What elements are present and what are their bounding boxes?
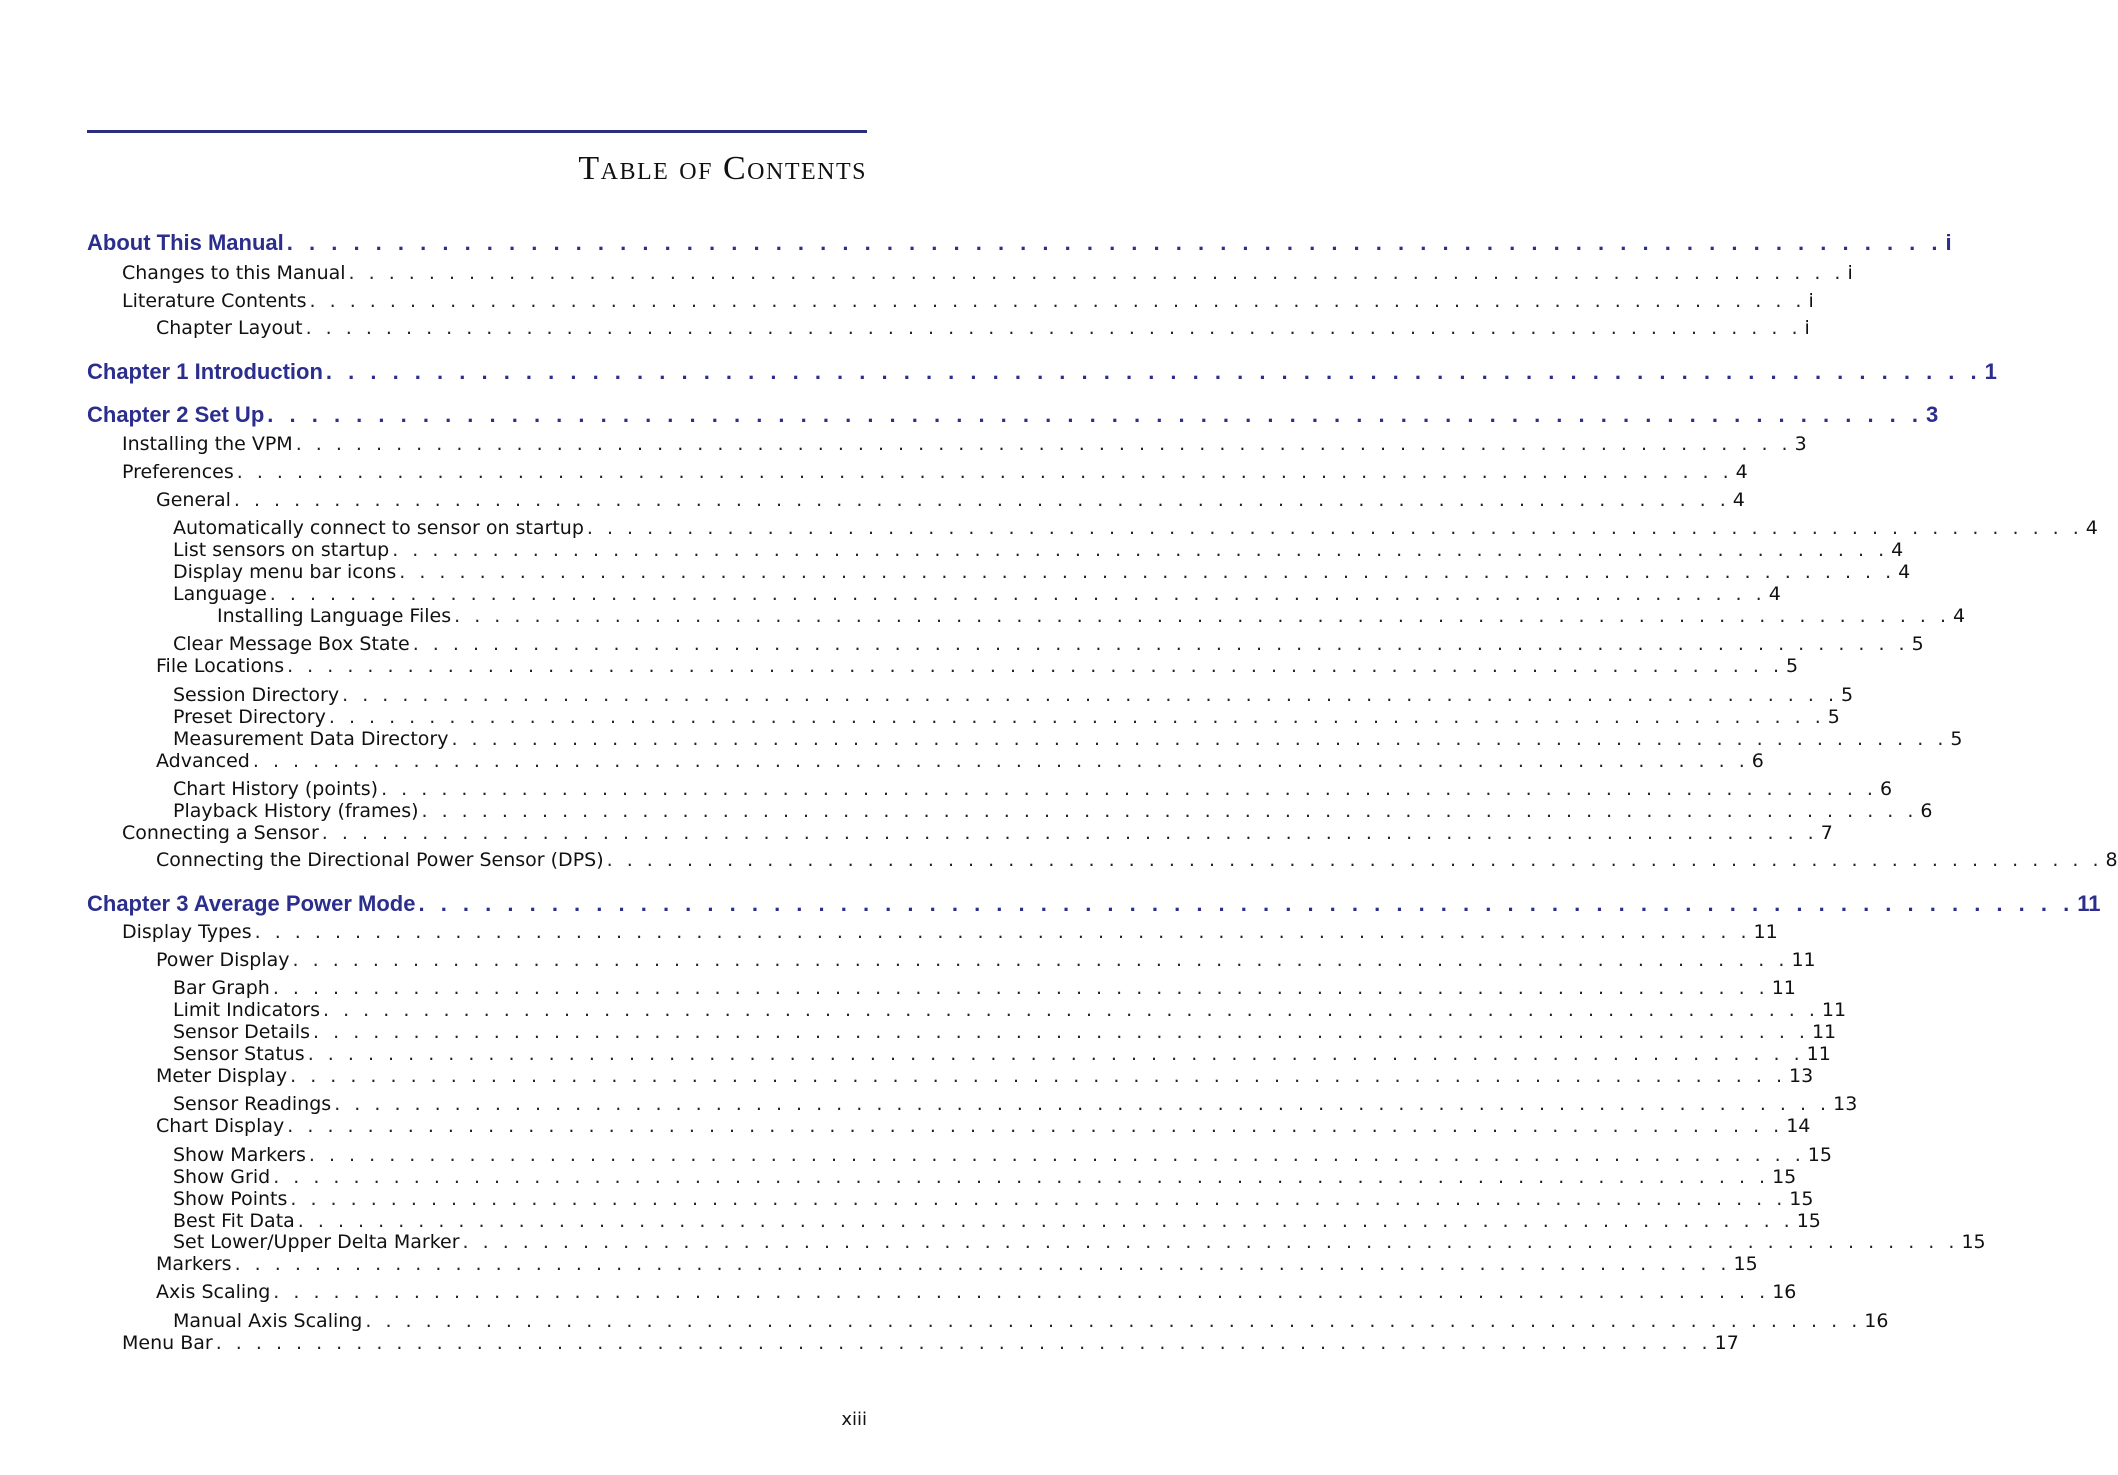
toc-entry[interactable] <box>156 655 1799 677</box>
dot-leader: . . . . . . . . . . . . . . . . . . . . . . . . . . . . . . . . . . . . . . . . . . . . . . . . . . . . . . . . . . . . . . . . . . . . . . . . . . . <box>418 891 2075 916</box>
toc-entry-title: Literature Contents <box>122 290 307 312</box>
toc-entry-title: General <box>156 489 231 511</box>
toc-page-number: 5 <box>1827 706 1840 728</box>
toc-entry[interactable] <box>122 262 1853 284</box>
toc-page-number: 13 <box>1789 1065 1814 1087</box>
dot-leader: . . . . . . . . . . . . . . . . . . . . . . . . . . . . . . . . . . . . . . . . . . . . . . . . . . . . . . . . . . . . . . . . . . . . . . . . . . . <box>586 517 2083 539</box>
toc-entry-title: Markers <box>156 1253 232 1275</box>
toc-page-number: 8 <box>2105 849 2118 871</box>
toc-page-number: 6 <box>1879 778 1893 800</box>
toc-entry[interactable] <box>173 583 1781 605</box>
toc-entry[interactable] <box>173 517 2098 539</box>
dot-leader: . . . . . . . . . . . . . . . . . . . . . . . . . . . . . . . . . . . . . . . . . . . . . . . . . . . . . . . . . . . . . . . . . . . . . . . . . . . <box>305 317 1802 339</box>
toc-entry-title: Advanced <box>156 750 250 772</box>
toc-entry[interactable] <box>122 822 1833 844</box>
page-title: Table of Contents <box>578 150 867 187</box>
toc-page-number: 5 <box>1950 728 1963 750</box>
toc-entry[interactable] <box>156 317 1810 339</box>
toc-entry-title: Preset Directory <box>173 706 326 728</box>
toc-entry-title: Set Lower/Upper Delta Marker <box>173 1231 460 1253</box>
toc-entry-title: Installing Language Files <box>217 605 452 627</box>
toc-entry[interactable] <box>173 1093 1858 1115</box>
dot-leader: . . . . . . . . . . . . . . . . . . . . . . . . . . . . . . . . . . . . . . . . . . . . . . . . . . . . . . . . . . . . . . . . . . . . . . . . . . . <box>286 230 1943 255</box>
toc-entry[interactable] <box>173 1210 1821 1232</box>
dot-leader: . . . . . . . . . . . . . . . . . . . . . . . . . . . . . . . . . . . . . . . . . . . . . . . . . . . . . . . . . . . . . . . . . . . . . . . . . . . <box>342 684 1839 706</box>
dot-leader: . . . . . . . . . . . . . . . . . . . . . . . . . . . . . . . . . . . . . . . . . . . . . . . . . . . . . . . . . . . . . . . . . . . . . . . . . . . <box>334 1093 1831 1115</box>
dot-leader: . . . . . . . . . . . . . . . . . . . . . . . . . . . . . . . . . . . . . . . . . . . . . . . . . . . . . . . . . . . . . . . . . . . . . . . . . . . <box>252 750 1749 772</box>
toc-entry-title: Chapter 1 Introduction <box>87 359 323 384</box>
dot-leader: . . . . . . . . . . . . . . . . . . . . . . . . . . . . . . . . . . . . . . . . . . . . . . . . . . . . . . . . . . . . . . . . . . . . . . . . . . . <box>381 778 1877 800</box>
toc-page-number: 15 <box>1772 1166 1797 1188</box>
toc-entry-title: Bar Graph <box>173 977 270 999</box>
toc-page-number: 1 <box>1984 359 1997 384</box>
toc-entry[interactable] <box>173 561 1911 583</box>
toc-entry-title: Chart History (points) <box>173 778 379 800</box>
toc-page-number: 11 <box>1821 999 1847 1021</box>
toc-entry[interactable] <box>173 977 1796 999</box>
toc-entry-title: Clear Message Box State <box>173 633 410 655</box>
dot-leader: . . . . . . . . . . . . . . . . . . . . . . . . . . . . . . . . . . . . . . . . . . . . . . . . . . . . . . . . . . . . . . . . . . . . . . . . . . . <box>348 262 1845 284</box>
toc-entry-title: Playback History (frames) <box>173 800 419 822</box>
toc-entry-title: Preferences <box>122 461 234 483</box>
toc-entry[interactable] <box>173 1231 1986 1253</box>
toc-entry[interactable] <box>173 539 1904 561</box>
dot-leader: . . . . . . . . . . . . . . . . . . . . . . . . . . . . . . . . . . . . . . . . . . . . . . . . . . . . . . . . . . . . . . . . . . . . . . . . . . . <box>321 822 1818 844</box>
toc-entry-title: Installing the VPM <box>122 433 293 455</box>
toc-page-number: 11 <box>1806 1043 1831 1065</box>
toc-entry-title: Axis Scaling <box>156 1281 271 1303</box>
toc-page-number: 11 <box>2077 891 2101 916</box>
toc-page-number: 6 <box>1751 750 1764 772</box>
toc-entry[interactable] <box>156 489 1745 511</box>
dot-leader: . . . . . . . . . . . . . . . . . . . . . . . . . . . . . . . . . . . . . . . . . . . . . . . . . . . . . . . . . . . . . . . . . . . . . . . . . . . <box>234 1253 1731 1275</box>
toc-page-number: 4 <box>1898 561 1911 583</box>
toc-entry[interactable] <box>217 605 1966 627</box>
toc-entry-title: Power Display <box>156 949 290 971</box>
toc-page-number: i <box>1808 290 1814 312</box>
toc-page-number: 15 <box>1789 1188 1814 1210</box>
toc-entry-title: Show Points <box>173 1188 288 1210</box>
toc-page-number: 4 <box>1953 605 1966 627</box>
toc-entry[interactable] <box>173 778 1893 800</box>
toc-entry-title: Display menu bar icons <box>173 561 397 583</box>
dot-leader: . . . . . . . . . . . . . . . . . . . . . . . . . . . . . . . . . . . . . . . . . . . . . . . . . . . . . . . . . . . . . . . . . . . . . . . . . . . <box>292 949 1789 971</box>
toc-chapter-entry[interactable] <box>87 891 2101 916</box>
toc-entry-title: Menu Bar <box>122 1332 213 1354</box>
dot-leader: . . . . . . . . . . . . . . . . . . . . . . . . . . . . . . . . . . . . . . . . . . . . . . . . . . . . . . . . . . . . . . . . . . . . . . . . . . . <box>308 1144 1805 1166</box>
toc-entry[interactable] <box>173 999 1847 1021</box>
dot-leader: . . . . . . . . . . . . . . . . . . . . . . . . . . . . . . . . . . . . . . . . . . . . . . . . . . . . . . . . . . . . . . . . . . . . . . . . . . . <box>325 359 1982 384</box>
toc-entry-title: Chapter Layout <box>156 317 303 339</box>
dot-leader: . . . . . . . . . . . . . . . . . . . . . . . . . . . . . . . . . . . . . . . . . . . . . . . . . . . . . . . . . . . . . . . . . . . . . . . . . . . <box>273 1166 1770 1188</box>
dot-leader: . . . . . . . . . . . . . . . . . . . . . . . . . . . . . . . . . . . . . . . . . . . . . . . . . . . . . . . . . . . . . . . . . . . . . . . . . . . <box>328 706 1825 728</box>
toc-page-number: 7 <box>1820 822 1833 844</box>
toc-entry[interactable] <box>156 1253 1758 1275</box>
toc-entry[interactable] <box>173 800 1933 822</box>
toc-entry-title: Changes to this Manual <box>122 262 346 284</box>
dot-leader: . . . . . . . . . . . . . . . . . . . . . . . . . . . . . . . . . . . . . . . . . . . . . . . . . . . . . . . . . . . . . . . . . . . . . . . . . . . <box>233 489 1730 511</box>
dot-leader: . . . . . . . . . . . . . . . . . . . . . . . . . . . . . . . . . . . . . . . . . . . . . . . . . . . . . . . . . . . . . . . . . . . . . . . . . . . <box>267 402 1923 427</box>
toc-page-number: 5 <box>1841 684 1854 706</box>
toc-page-number: 14 <box>1786 1115 1811 1137</box>
toc-page-number: 11 <box>1811 1021 1837 1043</box>
toc-entry-title: Sensor Readings <box>173 1093 332 1115</box>
toc-page-number: 3 <box>1794 433 1807 455</box>
toc-page-number: 16 <box>1772 1281 1797 1303</box>
dot-leader: . . . . . . . . . . . . . . . . . . . . . . . . . . . . . . . . . . . . . . . . . . . . . . . . . . . . . . . . . . . . . . . . . . . . . . . . . . . <box>399 561 1896 583</box>
dot-leader: . . . . . . . . . . . . . . . . . . . . . . . . . . . . . . . . . . . . . . . . . . . . . . . . . . . . . . . . . . . . . . . . . . . . . . . . . . . <box>412 633 1909 655</box>
toc-chapter-entry[interactable] <box>87 230 1952 255</box>
toc-entry-title: Language <box>173 583 267 605</box>
dot-leader: . . . . . . . . . . . . . . . . . . . . . . . . . . . . . . . . . . . . . . . . . . . . . . . . . . . . . . . . . . . . . . . . . . . . . . . . . . . <box>313 1021 1809 1043</box>
dot-leader: . . . . . . . . . . . . . . . . . . . . . . . . . . . . . . . . . . . . . . . . . . . . . . . . . . . . . . . . . . . . . . . . . . . . . . . . . . . <box>606 849 2103 871</box>
toc-entry[interactable] <box>156 750 1764 772</box>
dot-leader: . . . . . . . . . . . . . . . . . . . . . . . . . . . . . . . . . . . . . . . . . . . . . . . . . . . . . . . . . . . . . . . . . . . . . . . . . . . <box>307 1043 1804 1065</box>
dot-leader: . . . . . . . . . . . . . . . . . . . . . . . . . . . . . . . . . . . . . . . . . . . . . . . . . . . . . . . . . . . . . . . . . . . . . . . . . . . <box>451 728 1948 750</box>
dot-leader: . . . . . . . . . . . . . . . . . . . . . . . . . . . . . . . . . . . . . . . . . . . . . . . . . . . . . . . . . . . . . . . . . . . . . . . . . . . <box>254 921 1751 943</box>
toc-page-number: 15 <box>1961 1231 1986 1253</box>
page-number: xiii <box>841 1409 867 1430</box>
toc-chapter-entry[interactable] <box>87 402 1939 427</box>
dot-leader: . . . . . . . . . . . . . . . . . . . . . . . . . . . . . . . . . . . . . . . . . . . . . . . . . . . . . . . . . . . . . . . . . . . . . . . . . . . <box>236 461 1733 483</box>
toc-page-number: 4 <box>1891 539 1904 561</box>
toc-entry-title: Best Fit Data <box>173 1210 295 1232</box>
dot-leader: . . . . . . . . . . . . . . . . . . . . . . . . . . . . . . . . . . . . . . . . . . . . . . . . . . . . . . . . . . . . . . . . . . . . . . . . . . . <box>365 1310 1862 1332</box>
toc-entry-title: Chart Display <box>156 1115 285 1137</box>
toc-page-number: 5 <box>1786 655 1799 677</box>
toc-entry-title: File Locations <box>156 655 285 677</box>
toc-entry[interactable] <box>156 949 1816 971</box>
dot-leader: . . . . . . . . . . . . . . . . . . . . . . . . . . . . . . . . . . . . . . . . . . . . . . . . . . . . . . . . . . . . . . . . . . . . . . . . . . . <box>295 433 1792 455</box>
toc-entry[interactable] <box>173 1021 1837 1043</box>
toc-page-number: 3 <box>1926 402 1939 427</box>
toc-entry[interactable] <box>122 290 1814 312</box>
toc-entry[interactable] <box>156 1115 1811 1137</box>
toc-entry[interactable] <box>173 1310 1889 1332</box>
dot-leader: . . . . . . . . . . . . . . . . . . . . . . . . . . . . . . . . . . . . . . . . . . . . . . . . . . . . . . . . . . . . . . . . . . . . . . . . . . . <box>462 1231 1959 1253</box>
toc-page-number: 5 <box>1911 633 1924 655</box>
toc-entry-title: List sensors on startup <box>173 539 390 561</box>
toc-page-number: 11 <box>1753 921 1778 943</box>
dot-leader: . . . . . . . . . . . . . . . . . . . . . . . . . . . . . . . . . . . . . . . . . . . . . . . . . . . . . . . . . . . . . . . . . . . . . . . . . . . <box>323 999 1819 1021</box>
toc-entry[interactable] <box>173 1188 1814 1210</box>
toc-entry[interactable] <box>173 1144 1832 1166</box>
dot-leader: . . . . . . . . . . . . . . . . . . . . . . . . . . . . . . . . . . . . . . . . . . . . . . . . . . . . . . . . . . . . . . . . . . . . . . . . . . . <box>272 977 1769 999</box>
toc-entry-title: Display Types <box>122 921 252 943</box>
dot-leader: . . . . . . . . . . . . . . . . . . . . . . . . . . . . . . . . . . . . . . . . . . . . . . . . . . . . . . . . . . . . . . . . . . . . . . . . . . . <box>290 1065 1787 1087</box>
toc-entry[interactable] <box>122 461 1748 483</box>
toc-entry-title: Chapter 3 Average Power Mode <box>87 891 416 916</box>
toc-entry[interactable] <box>173 1043 1831 1065</box>
toc-entry[interactable] <box>173 706 1840 728</box>
toc-page-number: 15 <box>1796 1210 1821 1232</box>
toc-page-number: i <box>1847 262 1853 284</box>
toc-page-number: 4 <box>2085 517 2098 539</box>
toc-entry-title: Measurement Data Directory <box>173 728 449 750</box>
toc-page-number: 6 <box>1920 800 1933 822</box>
dot-leader: . . . . . . . . . . . . . . . . . . . . . . . . . . . . . . . . . . . . . . . . . . . . . . . . . . . . . . . . . . . . . . . . . . . . . . . . . . . <box>421 800 1918 822</box>
toc-chapter-entry[interactable] <box>87 359 1997 384</box>
toc-page-number: 16 <box>1864 1310 1889 1332</box>
toc-entry-title: Limit Indicators <box>173 999 320 1021</box>
toc-page-number: 17 <box>1714 1332 1739 1354</box>
toc-entry-title: Sensor Status <box>173 1043 305 1065</box>
toc-entry[interactable] <box>173 633 1924 655</box>
toc-entry-title: Manual Axis Scaling <box>173 1310 363 1332</box>
toc-entry[interactable] <box>122 921 1778 943</box>
toc-entry[interactable] <box>122 433 1807 455</box>
dot-leader: . . . . . . . . . . . . . . . . . . . . . . . . . . . . . . . . . . . . . . . . . . . . . . . . . . . . . . . . . . . . . . . . . . . . . . . . . . . <box>392 539 1889 561</box>
toc-entry-title: Connecting the Directional Power Sensor (DPS) <box>156 849 604 871</box>
toc-page-number: i <box>1804 317 1810 339</box>
toc-entry-title: Meter Display <box>156 1065 288 1087</box>
toc-page-number: 4 <box>1732 489 1745 511</box>
toc-entry-title: Show Markers <box>173 1144 306 1166</box>
toc-entry[interactable] <box>122 1332 1739 1354</box>
dot-leader: . . . . . . . . . . . . . . . . . . . . . . . . . . . . . . . . . . . . . . . . . . . . . . . . . . . . . . . . . . . . . . . . . . . . . . . . . . . <box>215 1332 1712 1354</box>
toc-page-number: 15 <box>1733 1253 1758 1275</box>
toc-entry[interactable] <box>156 1065 1814 1087</box>
toc-entry[interactable] <box>156 849 2118 871</box>
toc-entry[interactable] <box>173 728 1963 750</box>
dot-leader: . . . . . . . . . . . . . . . . . . . . . . . . . . . . . . . . . . . . . . . . . . . . . . . . . . . . . . . . . . . . . . . . . . . . . . . . . . . <box>454 605 1951 627</box>
toc-page-number: 13 <box>1833 1093 1858 1115</box>
toc-page-number: 11 <box>1791 949 1816 971</box>
toc-page-number: 15 <box>1807 1144 1832 1166</box>
toc-entry-title: About This Manual <box>87 230 284 255</box>
dot-leader: . . . . . . . . . . . . . . . . . . . . . . . . . . . . . . . . . . . . . . . . . . . . . . . . . . . . . . . . . . . . . . . . . . . . . . . . . . . <box>290 1188 1787 1210</box>
dot-leader: . . . . . . . . . . . . . . . . . . . . . . . . . . . . . . . . . . . . . . . . . . . . . . . . . . . . . . . . . . . . . . . . . . . . . . . . . . . <box>287 1115 1784 1137</box>
toc-entry-title: Sensor Details <box>173 1021 311 1043</box>
toc-page-number: i <box>1945 230 1952 255</box>
toc-entry-title: Automatically connect to sensor on startup <box>173 517 584 539</box>
dot-leader: . . . . . . . . . . . . . . . . . . . . . . . . . . . . . . . . . . . . . . . . . . . . . . . . . . . . . . . . . . . . . . . . . . . . . . . . . . . <box>309 290 1806 312</box>
dot-leader: . . . . . . . . . . . . . . . . . . . . . . . . . . . . . . . . . . . . . . . . . . . . . . . . . . . . . . . . . . . . . . . . . . . . . . . . . . . <box>287 655 1783 677</box>
toc-page-number: 4 <box>1768 583 1781 605</box>
toc-page-number: 11 <box>1771 977 1796 999</box>
toc-entry-title: Connecting a Sensor <box>122 822 319 844</box>
toc-entry[interactable] <box>156 1281 1797 1303</box>
toc-entry[interactable] <box>173 1166 1797 1188</box>
toc-page-number: 4 <box>1735 461 1748 483</box>
toc-entry-title: Show Grid <box>173 1166 271 1188</box>
toc-entry[interactable] <box>173 684 1854 706</box>
dot-leader: . . . . . . . . . . . . . . . . . . . . . . . . . . . . . . . . . . . . . . . . . . . . . . . . . . . . . . . . . . . . . . . . . . . . . . . . . . . <box>269 583 1766 605</box>
toc-entry-title: Chapter 2 Set Up <box>87 402 265 427</box>
toc-entry-title: Session Directory <box>173 684 340 706</box>
dot-leader: . . . . . . . . . . . . . . . . . . . . . . . . . . . . . . . . . . . . . . . . . . . . . . . . . . . . . . . . . . . . . . . . . . . . . . . . . . . <box>273 1281 1770 1303</box>
dot-leader: . . . . . . . . . . . . . . . . . . . . . . . . . . . . . . . . . . . . . . . . . . . . . . . . . . . . . . . . . . . . . . . . . . . . . . . . . . . <box>297 1210 1794 1232</box>
